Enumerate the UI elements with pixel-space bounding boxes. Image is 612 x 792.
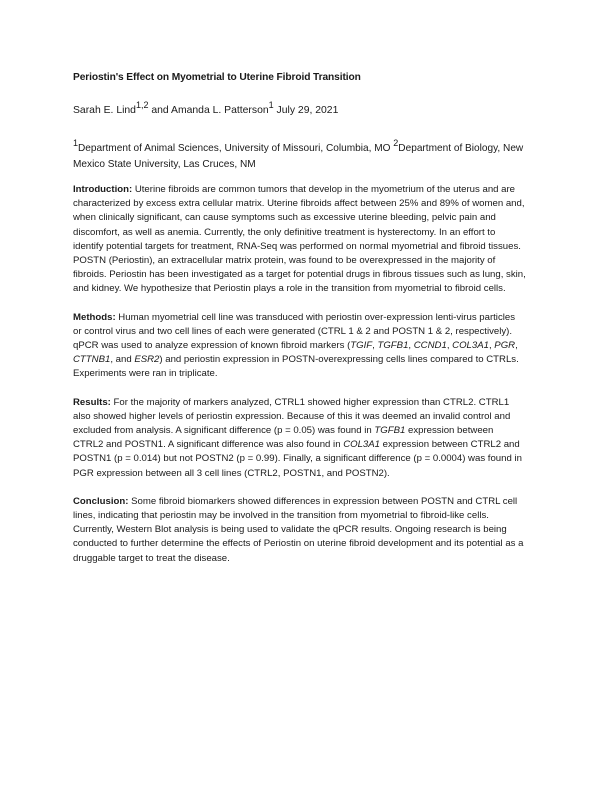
separator: , <box>408 340 414 352</box>
author-line <box>73 100 526 118</box>
author-2-affiliation-marker: 1 <box>268 100 274 110</box>
author-2-name: Amanda L. Patterson <box>171 105 269 116</box>
separator: , <box>488 340 495 352</box>
gene-cttnb1: CTTNB1 <box>73 354 111 366</box>
conclusion-heading: Conclusion: <box>73 495 129 507</box>
gene-esr2: ESR2 <box>134 354 160 366</box>
affiliation-1-marker: 1 <box>73 138 79 148</box>
results-text-1: For the majority of markers analyzed, CTRL1 showed higher expression than CTRL2. CTRL1 also showed higher levels of periostin expression. Because of this it was deemed an invalid control and excluded from analysis. A significant difference (p = 0.05) was found in <box>73 396 511 437</box>
methods-heading: Methods: <box>73 311 116 323</box>
affiliation-2-text: Department of Biology, New Mexico State University, Las Cruces, NM <box>73 143 524 170</box>
affiliations <box>73 138 526 172</box>
separator: , <box>446 340 453 352</box>
gene-tgfb1: TGFB1 <box>374 425 406 437</box>
methods-section <box>73 311 526 382</box>
document-title: Periostin's Effect on Myometrial to Uterine Fibroid Transition <box>73 72 361 83</box>
methods-text-2: ) and periostin expression in POSTN-overexpressing cells lines compared to CTRLs. Experiments were ran in triplicate. <box>73 354 519 380</box>
affiliation-1-text: Department of Animal Sciences, University of Missouri, Columbia, MO <box>78 143 394 154</box>
separator: , <box>515 340 518 352</box>
results-heading: Results: <box>73 396 111 408</box>
gene-col3a1: COL3A1 <box>452 340 489 352</box>
results-text-2: expression between CTRL2 and POSTN1. A significant difference was also found in <box>73 425 494 451</box>
introduction-section <box>73 183 526 297</box>
gene-ccnd1: CCND1 <box>413 340 447 352</box>
gene-col3a1: COL3A1 <box>343 439 380 451</box>
introduction-heading: Introduction: <box>73 184 133 195</box>
author-connector: and <box>148 105 172 116</box>
conclusion-section <box>73 495 526 566</box>
document-date: July 29, 2021 <box>273 105 339 116</box>
gene-pgr: PGR <box>494 340 516 352</box>
conclusion-text: Some fibroid biomarkers showed differences in expression between POSTN and CTRL cell lines, indicating that periostin may be involved in the transition from myometrial to fibroid-like cells. Currently, Western Blot analysis is being used to validate the qPCR results. Ongoing research is being conducted to further determine the effects of Periostin on uterine fibroid development and its potential as a druggable target to treat the disease. <box>73 495 524 564</box>
results-section <box>73 396 526 481</box>
author-1-affiliation-marker: 1,2 <box>135 100 149 110</box>
separator: , and <box>110 354 135 366</box>
author-1-name: Sarah E. Lind <box>73 105 136 116</box>
separator: , <box>372 340 378 352</box>
methods-text-1: Human myometrial cell line was transduced with periostin over-expression lenti-virus particles or control virus and two cell lines of each were generated (CTRL 1 & 2 and POSTN 1 & 2, respectively). qPCR was used to analyze expression of known fibroid markers ( <box>73 311 516 352</box>
gene-tgif: TGIF <box>350 340 373 352</box>
gene-tgfb1: TGFB1 <box>377 340 409 352</box>
introduction-text: Uterine fibroids are common tumors that develop in the myometrium of the uterus and are characterized by excess extra cellular matrix. Uterine fibroids affect between 25% and 89% of women and, when clinically significant, can cause symptoms such as excessive uterine bleeding, pelvic pain and discomfort, as well as anemia. Currently, the only definitive treatment is hysterectomy. In an effort to identify potential targets for treatment, RNA-Seq was performed on normal myometrial and fibroid tissues. POSTN (Periostin), an extracellular matrix protein, was found to be overexpressed in the majority of fibroids. Periostin has been investigated as a target for potential drugs in fibrous tissues such as lung, skin, and kidney. We hypothesize that Periostin plays a role in the transition from myometrial to fibroid cells. <box>73 184 526 295</box>
affiliation-2-marker: 2 <box>393 138 399 148</box>
results-text-3: expression between CTRL2 and POSTN1 (p = 0.014) but not POSTN2 (p = 0.99). Finally, a significant difference (p = 0.0004) was found in PGR expression between all 3 cell lines (CTRL2, POSTN1, and POSTN2). <box>73 439 522 479</box>
